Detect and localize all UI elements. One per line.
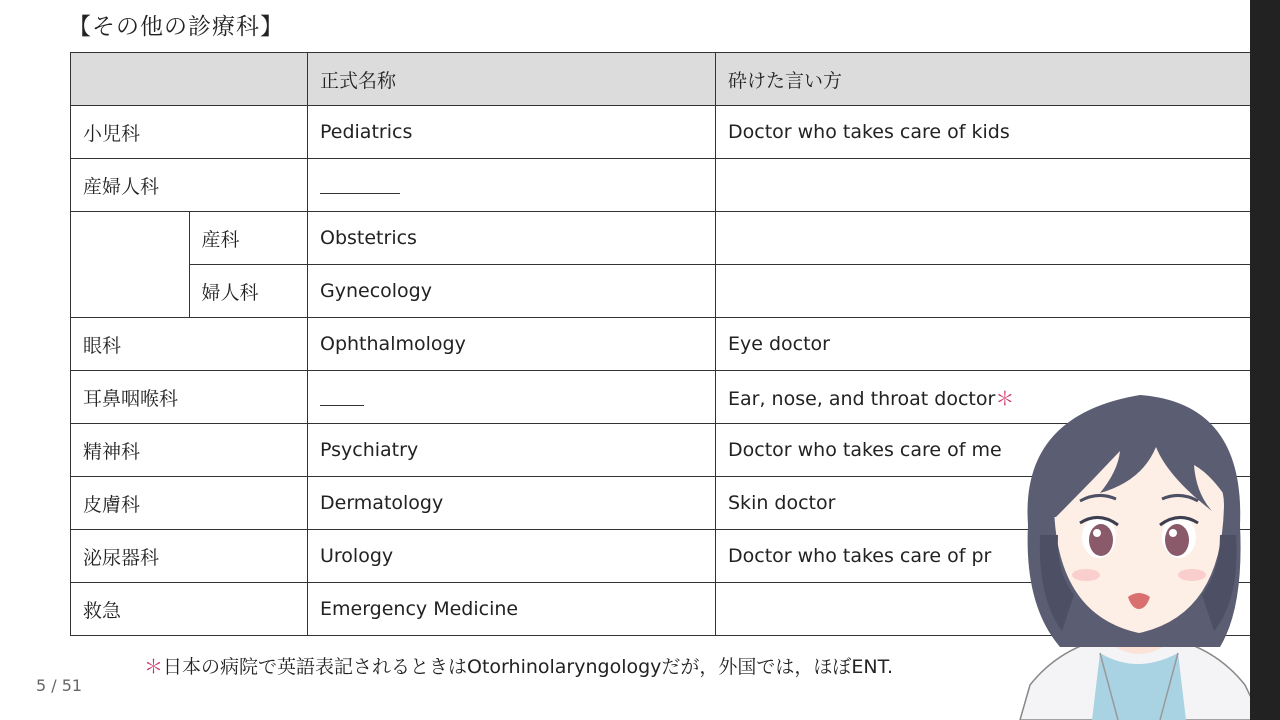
table-header-casual: 砕けた言い方 [716,53,1251,106]
casual-cell [716,159,1251,212]
page-counter: 5 / 51 [36,676,83,695]
table-row [71,159,1251,212]
dept-cell: 泌尿器科 [71,530,308,583]
formal-cell: Obstetrics [308,212,716,265]
formal-cell: Dermatology [308,477,716,530]
dept-cell: 婦人科 [189,265,308,318]
formal-cell: Emergency Medicine [308,583,716,636]
casual-cell: Doctor who takes care of kids [716,106,1251,159]
dept-cell: 小児科 [71,106,308,159]
casual-cell: Doctor who takes care of me [716,424,1251,477]
table-row [71,265,1251,318]
asterisk-mark: ＊ [995,387,1015,410]
casual-text: Ear, nose, and throat doctor [728,387,996,410]
casual-cell: Eye doctor [716,318,1251,371]
formal-cell [308,371,716,424]
formal-cell: Psychiatry [308,424,716,477]
table-header-formal: 正式名称 [308,53,716,106]
dept-cell: 産科 [189,212,308,265]
formal-cell: Gynecology [308,265,716,318]
dept-cell: 産婦人科 [71,159,308,212]
dept-cell: 精神科 [71,424,308,477]
table-row [71,106,1251,159]
table-row [71,318,1251,371]
footnote-text: 日本の病院で英語表記されるときはOtorhinolaryngologyだが，外国では，ほぼENT. [163,656,894,678]
casual-cell: Skin doctor [716,477,1251,530]
dept-cell: 眼科 [71,318,308,371]
formal-cell: Ophthalmology [308,318,716,371]
window-edge [1250,0,1280,720]
casual-cell [716,212,1251,265]
dept-cell: 耳鼻咽喉科 [71,371,308,424]
table-header-dept [71,53,308,106]
answer-blank [320,389,364,406]
formal-cell: Urology [308,530,716,583]
slide-title: 【その他の診療科】 [68,14,284,40]
footnote-asterisk: ＊ [144,656,164,678]
presenter-avatar [1000,385,1250,720]
dept-cell: 救急 [71,583,308,636]
formal-cell: Pediatrics [308,106,716,159]
formal-cell [308,159,716,212]
indent-cell [71,212,190,318]
dept-cell: 皮膚科 [71,477,308,530]
casual-cell: Doctor who takes care of pr [716,530,1251,583]
table-row [71,212,1251,265]
table-header-row [71,53,1251,106]
answer-blank [320,177,400,194]
casual-cell [716,265,1251,318]
footnote [144,652,893,679]
